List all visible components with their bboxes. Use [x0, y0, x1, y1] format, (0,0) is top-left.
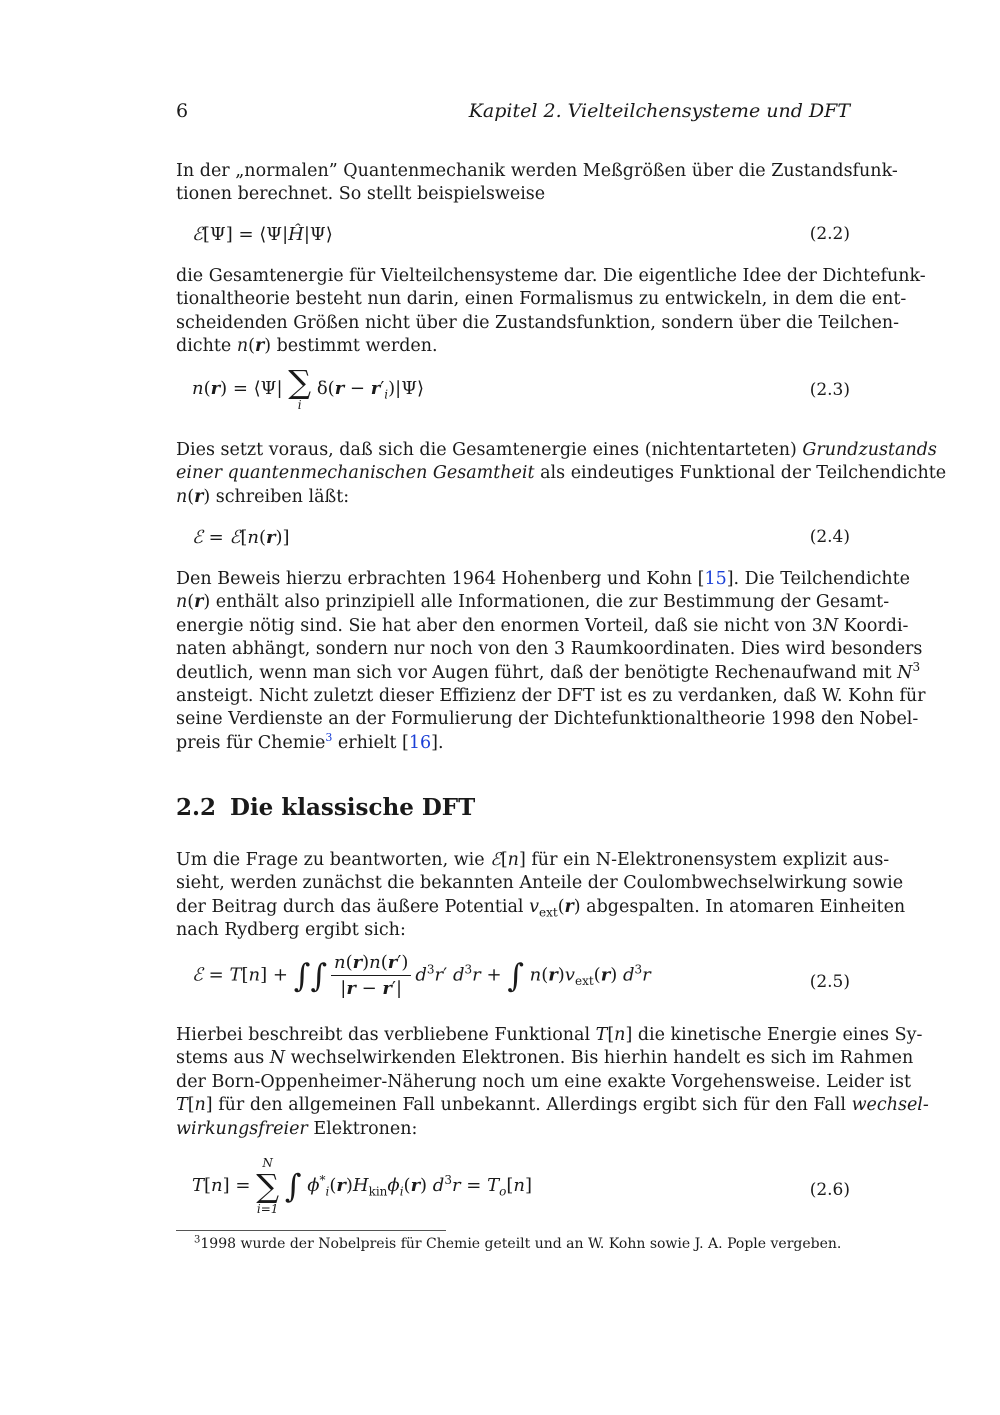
footnote-mark: 3 — [194, 1234, 201, 1246]
text-line: deutlich, wenn man sich vor Augen führt, daß der benötigte Rechenaufwand mit $N^3$ — [176, 659, 921, 683]
text-line: einer quantenmechanischen Gesamtheit als eindeutiges Funktional der Teilchendichte — [176, 463, 947, 484]
text-line: stems aus N wechselwirkenden Elektronen. Bis hierhin handelt es sich im Rahmen — [176, 1048, 914, 1069]
text-line: In der „normalen” Quantenmechanik werden Meßgrößen über die Zustandsfunk- — [176, 161, 898, 181]
equation-number: (2.4) — [809, 527, 850, 547]
equation-body: T[n] = N ∑ i=1 ∫ $\phi^*_i(r)H_{kin}\phi_i(r) d^3r = T_o[n]$ — [192, 1156, 533, 1216]
text-line: der Beitrag durch das äußere Potential $v_{ext}(r)$ abgespalten. In atomaren Einheiten — [176, 896, 906, 920]
text-line: die Gesamtenergie für Vielteilchensysteme dar. Die eigentliche Idee der Dichtefunk- — [176, 266, 926, 286]
text-line: Hierbei beschreibt das verbliebene Funktional T[n] die kinetische Energie eines Sy- — [176, 1025, 923, 1045]
footnote — [194, 1236, 841, 1252]
text-line: seine Verdienste an der Formulierung der Dichtefunktionaltheorie 1998 den Nobel- — [176, 709, 919, 730]
equation-2-6 — [192, 1156, 850, 1220]
equation-number: (2.2) — [809, 224, 850, 244]
section-number: 2.2 — [176, 794, 217, 821]
citation-link[interactable]: 16 — [408, 732, 432, 753]
text-line: scheidenden Größen nicht über die Zustandsfunktion, sondern über die Teilchen- — [176, 312, 900, 333]
paragraph-intro — [176, 160, 898, 207]
section-title: Die klassische DFT — [230, 794, 476, 821]
text-line: ansteigt. Nicht zuletzt dieser Effizienz der DFT ist es zu verdanken, daß W. Kohn für — [176, 686, 926, 707]
equation-2-5 — [192, 952, 850, 1014]
footnote-rule — [176, 1230, 446, 1231]
equation-number: (2.6) — [809, 1180, 850, 1200]
equation-number: (2.3) — [809, 380, 850, 400]
equation-body: ℰ = ℰ[n(r)] — [192, 527, 290, 548]
text-line: wirkungsfreier Elektronen: — [176, 1118, 418, 1139]
paragraph-classical-dft — [176, 849, 906, 943]
equation-number: (2.5) — [809, 972, 850, 992]
text-line: Den Beweis hierzu erbrachten 1964 Hohenberg und Kohn [15]. Die Teilchendichte — [176, 569, 911, 589]
text-line: T[n] für den allgemeinen Fall unbekannt. Allerdings ergibt sich für den Fall wechsel- — [176, 1095, 929, 1116]
paragraph-proof — [176, 568, 926, 755]
equation-body: n(r) = ⟨Ψ| ∑ i $\delta(r - r'_i)|\Psi⟩$ — [192, 363, 425, 412]
text-line: preis für Chemie$^3$ erhielt [16]. — [176, 731, 444, 753]
section-heading — [176, 794, 475, 821]
text-line: tionaltheorie besteht nun darin, einen Formalismus zu entwickeln, in dem die ent- — [176, 289, 907, 310]
text-line: nach Rydberg ergibt sich: — [176, 920, 406, 941]
paragraph-dft-idea — [176, 265, 926, 359]
citation-link[interactable]: 15 — [704, 569, 727, 589]
paragraph-ground-state — [176, 439, 947, 509]
footnote-text: 1998 wurde der Nobelpreis für Chemie geteilt und an W. Kohn sowie J. A. Pople vergeben. — [200, 1236, 842, 1252]
text-line: energie nötig sind. Sie hat aber den enormen Vorteil, daß sie nicht von 3N Koordi- — [176, 615, 909, 636]
text-line: Um die Frage zu beantworten, wie ℰ[n] für ein N-Elektronensystem explizit aus- — [176, 850, 890, 870]
text-line: sieht, werden zunächst die bekannten Anteile der Coulombwechselwirkung sowie — [176, 873, 904, 894]
paragraph-kinetic-energy — [176, 1024, 929, 1141]
running-header: Kapitel 2. Vielteilchensysteme und DFT — [468, 100, 850, 122]
text-line: der Born-Oppenheimer-Näherung noch um eine exakte Vorgehensweise. Leider ist — [176, 1071, 911, 1092]
text-line: Dies setzt voraus, daß sich die Gesamtenergie eines (nichtentarteten) Grundzustands — [176, 440, 937, 460]
equation-2-3 — [192, 363, 850, 424]
text-line: tionen berechnet. So stellt beispielsweise — [176, 184, 546, 205]
equation-body: ℰ = T[n] + ∫∫ $\frac{n(r)n(r')}{|r - r'|}$ $d^3r'$ $d^3r$ + ∫ $n(r)v_{ext}(r)$ $d^3r$ — [192, 952, 651, 999]
page-number: 6 — [176, 100, 189, 122]
text-line: naten abhängt, sondern nur noch von den 3 Raumkoordinaten. Dies wird besonders — [176, 639, 923, 660]
text-line: n(r) enthält also prinzipiell alle Informationen, die zur Bestimmung der Gesamt- — [176, 592, 890, 613]
footnote-link[interactable]: 3 — [325, 731, 333, 745]
text-line: dichte n(r) bestimmt werden. — [176, 336, 438, 357]
text-line: n(r) schreiben läßt: — [176, 486, 350, 507]
equation-body: ℰ[Ψ] = ⟨Ψ|Ĥ|Ψ⟩ — [192, 224, 333, 245]
